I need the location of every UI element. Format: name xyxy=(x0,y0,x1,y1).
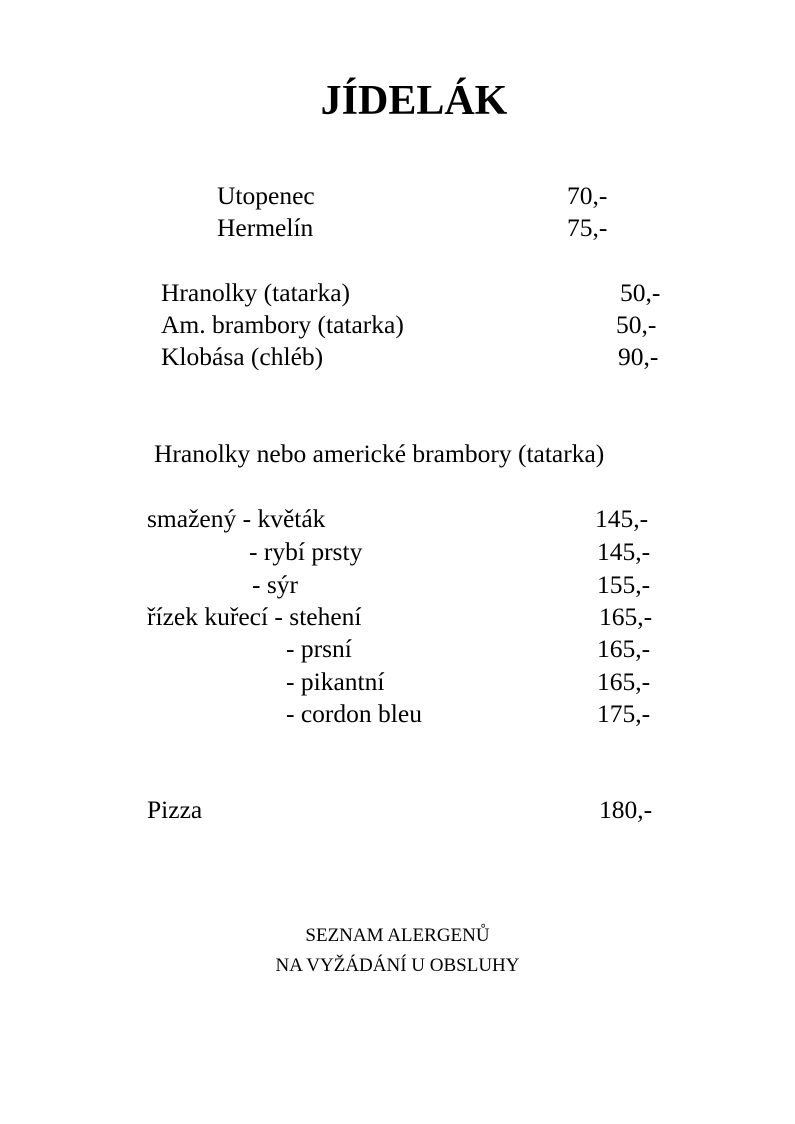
menu-item-name: - pikantní xyxy=(286,667,385,696)
menu-item-name: Klobása (chléb) xyxy=(161,342,324,371)
menu-item-name: smažený - květák xyxy=(147,504,326,533)
menu-item-name: - cordon bleu xyxy=(286,699,422,728)
menu-item-name: Hermelín xyxy=(217,213,314,242)
menu-item-price: 75,- xyxy=(567,213,608,242)
menu-item-price: 90,- xyxy=(618,342,659,371)
menu-item-name: - prsní xyxy=(286,634,352,663)
menu-item-name: Pizza xyxy=(147,795,203,824)
menu-item-name: - rybí prsty xyxy=(249,537,363,566)
menu-item-price: 180,- xyxy=(599,795,653,824)
menu-item-price: 50,- xyxy=(616,310,657,339)
menu-item-price: 175,- xyxy=(597,699,651,728)
menu-item-price: 145,- xyxy=(595,504,649,533)
allergen-note-line-2: NA VYŽÁDÁNÍ U OBSLUHY xyxy=(275,955,520,976)
menu-item-name: Hranolky (tatarka) xyxy=(161,278,351,307)
menu-item-price: 165,- xyxy=(597,634,651,663)
menu-title: JÍDELÁK xyxy=(320,78,508,124)
menu-item-name: - sýr xyxy=(252,570,299,599)
menu-item-price: 145,- xyxy=(597,537,651,566)
menu-item-price: 165,- xyxy=(599,602,653,631)
menu-item-price: 165,- xyxy=(597,667,651,696)
menu-item-price: 155,- xyxy=(597,570,651,599)
menu-item-name: Am. brambory (tatarka) xyxy=(161,310,404,339)
menu-item-name: Utopenec xyxy=(217,181,315,210)
allergen-note-line-1: SEZNAM ALERGENŮ xyxy=(305,925,490,946)
side-dish-heading: Hranolky nebo americké brambory (tatarka) xyxy=(154,439,605,468)
menu-item-name: řízek kuřecí - stehení xyxy=(147,602,362,631)
menu-item-price: 50,- xyxy=(620,278,661,307)
menu-item-price: 70,- xyxy=(567,181,608,210)
